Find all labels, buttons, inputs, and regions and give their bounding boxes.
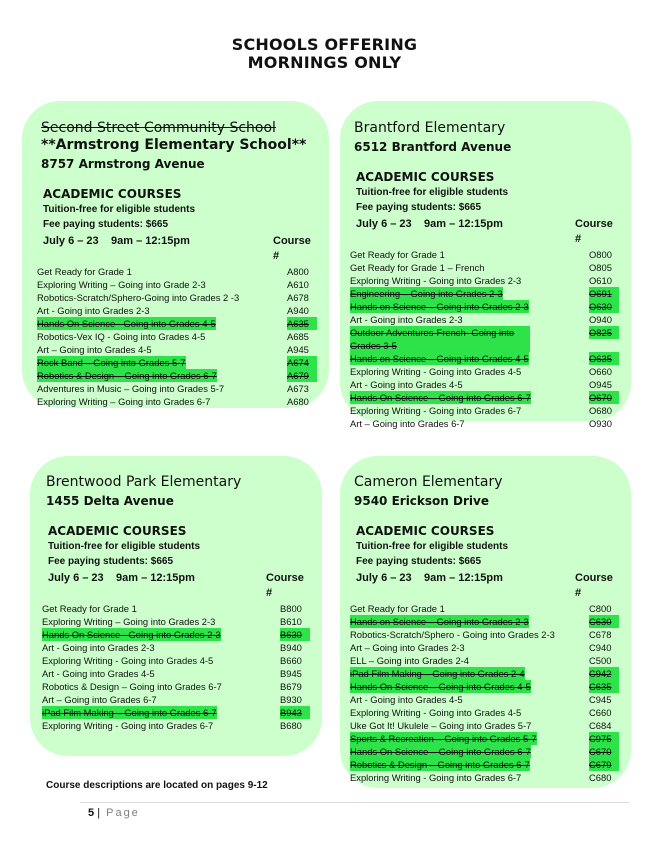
spacer: [41, 172, 319, 186]
course-row: [350, 274, 621, 287]
course-code: C940: [589, 642, 612, 653]
course-row: [42, 719, 312, 732]
schedule-header: [354, 571, 621, 601]
replacement-school-name: **Armstrong Elementary School**: [41, 137, 307, 153]
school-address: 8757 Armstrong Avenue: [41, 157, 205, 171]
page-number-label: Page: [106, 807, 140, 819]
course-title: Exploring Writing – Going into Grade 2-3: [37, 279, 206, 290]
course-number-header: Course #: [266, 572, 304, 599]
course-code: C635: [589, 680, 619, 693]
course-number-header: Course #: [575, 572, 613, 599]
course-row: [37, 291, 319, 304]
course-title: Exploring Writing - Going into Grades 4-5: [42, 655, 214, 666]
school-card-content: [37, 119, 319, 408]
course-row: [42, 667, 312, 680]
course-title: Art - Going into Grades 2-3: [350, 314, 463, 325]
tuition-note: Tuition-free for eligible students: [356, 187, 509, 198]
section-title: ACADEMIC COURSES: [43, 187, 182, 201]
page-number-separator: |: [97, 807, 101, 819]
course-code: C975: [589, 732, 619, 745]
course-row: [37, 382, 319, 395]
course-code: O610: [589, 275, 612, 286]
school-name: Second Street Community School: [41, 120, 276, 136]
course-row: [350, 719, 621, 732]
course-title: Exploring Writing – Going into Grades 2-3: [42, 616, 216, 627]
course-row: [37, 369, 319, 382]
course-title: Art – Going into Grades 2-3: [350, 642, 465, 653]
tuition-note: Tuition-free for eligible students: [43, 204, 196, 215]
course-row: [42, 615, 312, 628]
course-title: Rock Band – Going into Grades 5-7: [37, 357, 186, 368]
course-descriptions-note: Course descriptions are located on pages 9-12: [46, 780, 268, 791]
course-row: [37, 330, 319, 343]
course-row: [350, 615, 621, 628]
course-row: [350, 404, 621, 417]
course-row: [350, 352, 621, 365]
section-title: ACADEMIC COURSES: [356, 170, 495, 184]
schedule-time: 9am – 12:15pm: [424, 218, 503, 230]
course-code: C500: [589, 655, 612, 666]
course-row: [42, 654, 312, 667]
course-code: A674: [287, 356, 317, 369]
course-row: [350, 641, 621, 654]
course-code: A800: [287, 266, 309, 277]
course-code: C630: [589, 615, 619, 628]
course-code: O805: [589, 262, 612, 273]
course-title: Art - Going into Grades 4-5: [42, 668, 155, 679]
course-title: Robotics & Design – Going into Grades 6-7: [37, 370, 217, 381]
course-title: Hands on Science – Going into Grades 2-3: [350, 616, 529, 627]
school-name: Brentwood Park Elementary: [46, 474, 242, 490]
course-title: Hands on Science – Going into Grades 2-3: [350, 301, 529, 312]
course-title: Robotics-Scratch/Sphero-Going into Grades 2 -3: [37, 292, 240, 303]
course-code: A945: [287, 344, 309, 355]
course-title: Engineering – Going into Grades 2-3: [350, 288, 503, 299]
school-address: 6512 Brantford Avenue: [354, 140, 512, 154]
schedule-dates: July 6 – 23: [48, 572, 104, 584]
course-code: B940: [280, 642, 302, 653]
course-title: Hands On Science - Going into Grades 2-3: [42, 629, 221, 640]
course-code: A940: [287, 305, 309, 316]
course-code: B679: [280, 681, 302, 692]
page-title: [0, 36, 649, 72]
schedule-dates: July 6 – 23: [356, 572, 412, 584]
schedule-time: 9am – 12:15pm: [116, 572, 195, 584]
course-title: Get Ready for Grade 1: [350, 249, 445, 260]
course-title: Uke Got It! Ukulele – Going into Grades 5-7: [350, 720, 532, 731]
course-title: Art – Going into Grades 6-7: [42, 694, 157, 705]
course-code: A673: [287, 383, 309, 394]
course-title: Exploring Writing - Going into Grades 2-3: [350, 275, 522, 286]
course-row: [37, 304, 319, 317]
course-title: Outdoor Adventures-French- Going into Grades 3-5: [350, 326, 530, 352]
course-title: Art - Going into Grades 2-3: [37, 305, 150, 316]
course-row: [37, 278, 319, 291]
course-row: [350, 417, 621, 430]
course-code: C800: [589, 603, 612, 614]
course-list: [42, 602, 312, 732]
course-code: C670: [589, 745, 619, 758]
course-row: [350, 365, 621, 378]
schedule-dates: July 6 – 23: [43, 235, 99, 247]
course-title: iPad Film Making – Going into Grades 2-4: [350, 668, 525, 679]
school-name: Cameron Elementary: [354, 474, 503, 490]
section-title: ACADEMIC COURSES: [48, 524, 187, 538]
page-title-line-1: SCHOOLS OFFERING: [231, 35, 418, 54]
tuition-note: Tuition-free for eligible students: [356, 541, 509, 552]
course-code: B800: [280, 603, 302, 614]
course-title: Sports & Recreation – Going into Grades 5-7: [350, 733, 537, 744]
fee-note: Fee paying students: $665: [356, 202, 482, 213]
course-row: [37, 343, 319, 356]
course-title: Hands On Science – Going into Grades 6-7: [350, 746, 531, 757]
course-code: B660: [280, 655, 302, 666]
course-row: [350, 287, 621, 300]
course-row: [37, 265, 319, 278]
course-row: [37, 395, 319, 408]
course-title: Adventures in Music – Going into Grades 5-7: [37, 383, 225, 394]
course-code: O945: [589, 379, 612, 390]
course-row: [350, 706, 621, 719]
course-code: A685: [287, 331, 309, 342]
course-row: [42, 628, 312, 641]
spacer: [354, 155, 621, 169]
course-code: O670: [589, 391, 619, 404]
school-address: 1455 Delta Avenue: [46, 494, 174, 508]
course-row: [350, 745, 621, 758]
course-code: O825: [589, 326, 619, 339]
course-code: O800: [589, 249, 612, 260]
course-list: [350, 602, 621, 784]
course-title: Exploring Writing - Going into Grades 4-5: [350, 707, 522, 718]
course-title: Robotics-Scratch/Sphero - Going into Grades 2-3: [350, 629, 555, 640]
course-title: Art - Going into Grades 4-5: [350, 379, 463, 390]
course-row: [350, 391, 621, 404]
course-row: [42, 641, 312, 654]
course-title: Hands On Science – Going into Grades 4-5: [350, 681, 531, 692]
course-title: Art – Going into Grades 6-7: [350, 418, 465, 429]
course-code: O630: [589, 300, 619, 313]
course-code: B680: [280, 720, 302, 731]
course-title: Art – Going into Grades 4-5: [37, 344, 152, 355]
schedule-header: [41, 234, 319, 264]
course-row: [350, 771, 621, 784]
course-row: [350, 602, 621, 615]
school-card: [22, 101, 329, 408]
course-title: iPad Film Making – Going into Grades 6-7: [42, 707, 217, 718]
course-code: C680: [589, 772, 612, 783]
page-title-line-2: MORNINGS ONLY: [247, 53, 402, 72]
school-card-content: [42, 473, 312, 732]
course-code: O660: [589, 366, 612, 377]
school-name: Brantford Elementary: [354, 120, 506, 136]
course-title: Get Ready for Grade 1 – French: [350, 262, 485, 273]
course-row: [350, 378, 621, 391]
course-code: O930: [589, 418, 612, 429]
footer-divider: [80, 802, 629, 803]
course-row: [37, 317, 319, 330]
schedule-header: [354, 217, 621, 247]
course-code: O940: [589, 314, 612, 325]
page-number: [88, 807, 140, 819]
course-row: [42, 602, 312, 615]
course-title: Exploring Writing - Going into Grades 6-7: [42, 720, 214, 731]
course-code: A635: [287, 317, 317, 330]
course-row: [350, 628, 621, 641]
course-title: Art - Going into Grades 4-5: [350, 694, 463, 705]
schedule-time: 9am – 12:15pm: [111, 235, 190, 247]
course-code: A680: [287, 396, 309, 407]
course-row: [42, 680, 312, 693]
course-title: Robotics & Design – Going into Grades 6-7: [42, 681, 222, 692]
course-row: [350, 654, 621, 667]
course-row: [350, 248, 621, 261]
course-number-header: Course #: [273, 235, 311, 262]
tuition-note: Tuition-free for eligible students: [48, 541, 201, 552]
course-list: [37, 265, 319, 408]
fee-note: Fee paying students: $665: [43, 219, 169, 230]
course-title: Exploring Writing - Going into Grades 4-5: [350, 366, 522, 377]
spacer: [354, 509, 621, 523]
course-list: [350, 248, 621, 430]
school-card: [30, 456, 322, 756]
course-title: Hands On Science – Going into Grades 6-7: [350, 392, 531, 403]
course-code: B943: [280, 706, 310, 719]
school-card: [340, 101, 631, 429]
course-code: C679: [589, 758, 619, 771]
course-title: Exploring Writing - Going into Grades 6-7: [350, 405, 522, 416]
course-code: O680: [589, 405, 612, 416]
course-title: Art - Going into Grades 2-3: [42, 642, 155, 653]
course-row: [350, 693, 621, 706]
course-code: C660: [589, 707, 612, 718]
school-address: 9540 Erickson Drive: [354, 494, 489, 508]
course-code: B930: [280, 694, 302, 705]
course-code: B610: [280, 616, 302, 627]
course-title: Exploring Writing – Going into Grades 6-7: [37, 396, 211, 407]
course-title: ELL – Going into Grades 2-4: [350, 655, 469, 666]
course-code: O635: [589, 352, 619, 365]
course-title: Exploring Writing - Going into Grades 6-7: [350, 772, 522, 783]
schedule-header: [46, 571, 312, 601]
course-row: [350, 313, 621, 326]
course-title: Robotics-Vex IQ - Going into Grades 4-5: [37, 331, 206, 342]
school-card-content: [350, 473, 621, 784]
school-card: [340, 456, 631, 788]
course-code: A679: [287, 369, 317, 382]
course-title: Hands On Science - Going into Grades 4-5: [37, 318, 216, 329]
school-card-content: [350, 119, 621, 430]
course-code: A610: [287, 279, 309, 290]
course-code: C945: [589, 694, 612, 705]
course-code: B945: [280, 668, 302, 679]
course-code: C942: [589, 667, 619, 680]
course-row: [350, 732, 621, 745]
course-code: O691: [589, 287, 619, 300]
course-code: C678: [589, 629, 612, 640]
spacer: [46, 509, 312, 523]
course-code: A678: [287, 292, 309, 303]
course-row: [350, 261, 621, 274]
course-number-header: Course #: [575, 218, 613, 245]
schedule-dates: July 6 – 23: [356, 218, 412, 230]
course-code: C684: [589, 720, 612, 731]
schedule-time: 9am – 12:15pm: [424, 572, 503, 584]
course-title: Robotics & Design – Going into Grades 6-7: [350, 759, 530, 770]
course-title: Get Ready for Grade 1: [37, 266, 132, 277]
course-code: B630: [280, 628, 310, 641]
course-row: [350, 680, 621, 693]
course-title: Get Ready for Grade 1: [350, 603, 445, 614]
section-title: ACADEMIC COURSES: [356, 524, 495, 538]
course-title: Hands on Science – Going into Grades 4-5: [350, 353, 529, 364]
course-row: [350, 326, 621, 352]
course-row: [37, 356, 319, 369]
fee-note: Fee paying students: $665: [356, 556, 482, 567]
course-title: Get Ready for Grade 1: [42, 603, 137, 614]
course-row: [350, 300, 621, 313]
page-number-value: 5: [88, 807, 95, 819]
course-row: [42, 693, 312, 706]
course-row: [350, 667, 621, 680]
course-row: [42, 706, 312, 719]
course-row: [350, 758, 621, 771]
fee-note: Fee paying students: $665: [48, 556, 174, 567]
